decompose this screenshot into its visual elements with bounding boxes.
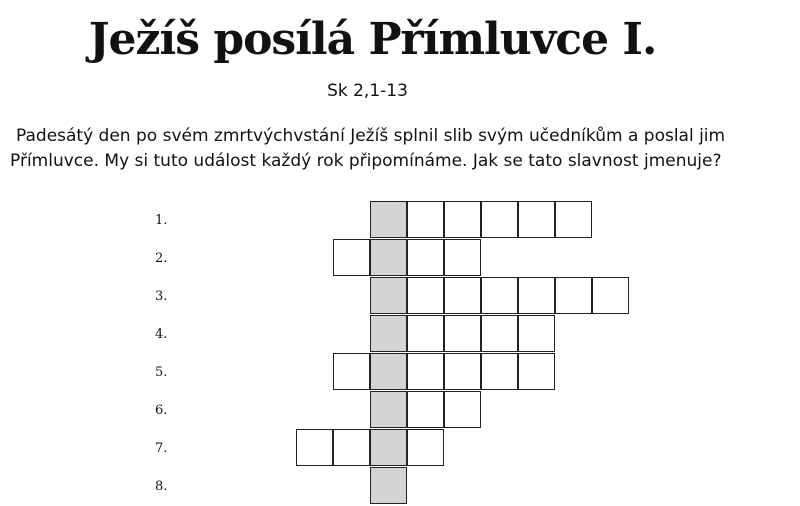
solution-cell[interactable] <box>370 315 407 352</box>
crossword-cell[interactable] <box>333 429 370 466</box>
solution-cell[interactable] <box>370 391 407 428</box>
solution-cell[interactable] <box>370 467 407 504</box>
crossword-cell[interactable] <box>444 277 481 314</box>
row-number: 8. <box>155 479 168 494</box>
crossword-cell[interactable] <box>555 277 592 314</box>
crossword-cell[interactable] <box>333 353 370 390</box>
crossword-cell[interactable] <box>518 201 555 238</box>
crossword-cell[interactable] <box>481 277 518 314</box>
crossword-cell[interactable] <box>481 201 518 238</box>
crossword-cell[interactable] <box>407 201 444 238</box>
crossword-cell[interactable] <box>407 353 444 390</box>
row-number: 6. <box>155 403 168 418</box>
solution-cell[interactable] <box>370 239 407 276</box>
row-number: 5. <box>155 365 168 380</box>
intro-line-1: Padesátý den po svém zmrtvýchvstání Ježíš splnil slib svým učedníkům a poslal jim <box>16 126 726 146</box>
crossword-cell[interactable] <box>555 201 592 238</box>
crossword-cell[interactable] <box>518 277 555 314</box>
crossword-cell[interactable] <box>407 391 444 428</box>
crossword-cell[interactable] <box>407 277 444 314</box>
crossword-cell[interactable] <box>407 429 444 466</box>
solution-cell[interactable] <box>370 429 407 466</box>
crossword-cell[interactable] <box>481 353 518 390</box>
crossword-cell[interactable] <box>333 239 370 276</box>
crossword-cell[interactable] <box>444 315 481 352</box>
row-number: 1. <box>155 213 168 228</box>
solution-cell[interactable] <box>370 353 407 390</box>
solution-cell[interactable] <box>370 201 407 238</box>
crossword-cell[interactable] <box>296 429 333 466</box>
crossword-cell[interactable] <box>592 277 629 314</box>
bible-reference: Sk 2,1-13 <box>327 81 408 101</box>
crossword-cell[interactable] <box>518 315 555 352</box>
row-number: 4. <box>155 327 168 342</box>
crossword-cell[interactable] <box>407 315 444 352</box>
crossword-cell[interactable] <box>481 315 518 352</box>
intro-text <box>0 124 800 174</box>
crossword-cell[interactable] <box>444 353 481 390</box>
crossword-cell[interactable] <box>518 353 555 390</box>
row-numbers <box>155 202 167 506</box>
crossword-cell[interactable] <box>444 391 481 428</box>
crossword-cell[interactable] <box>444 239 481 276</box>
solution-cell[interactable] <box>370 277 407 314</box>
row-number: 2. <box>155 251 168 266</box>
row-number: 3. <box>155 289 168 304</box>
row-number: 7. <box>155 441 168 456</box>
page-title: Ježíš posílá Přímluvce I. <box>88 14 657 65</box>
crossword-cell[interactable] <box>407 239 444 276</box>
intro-line-2: Přímluvce. My si tuto událost každý rok připomínáme. Jak se tato slavnost jmenuje? <box>10 151 722 171</box>
crossword-cell[interactable] <box>444 201 481 238</box>
